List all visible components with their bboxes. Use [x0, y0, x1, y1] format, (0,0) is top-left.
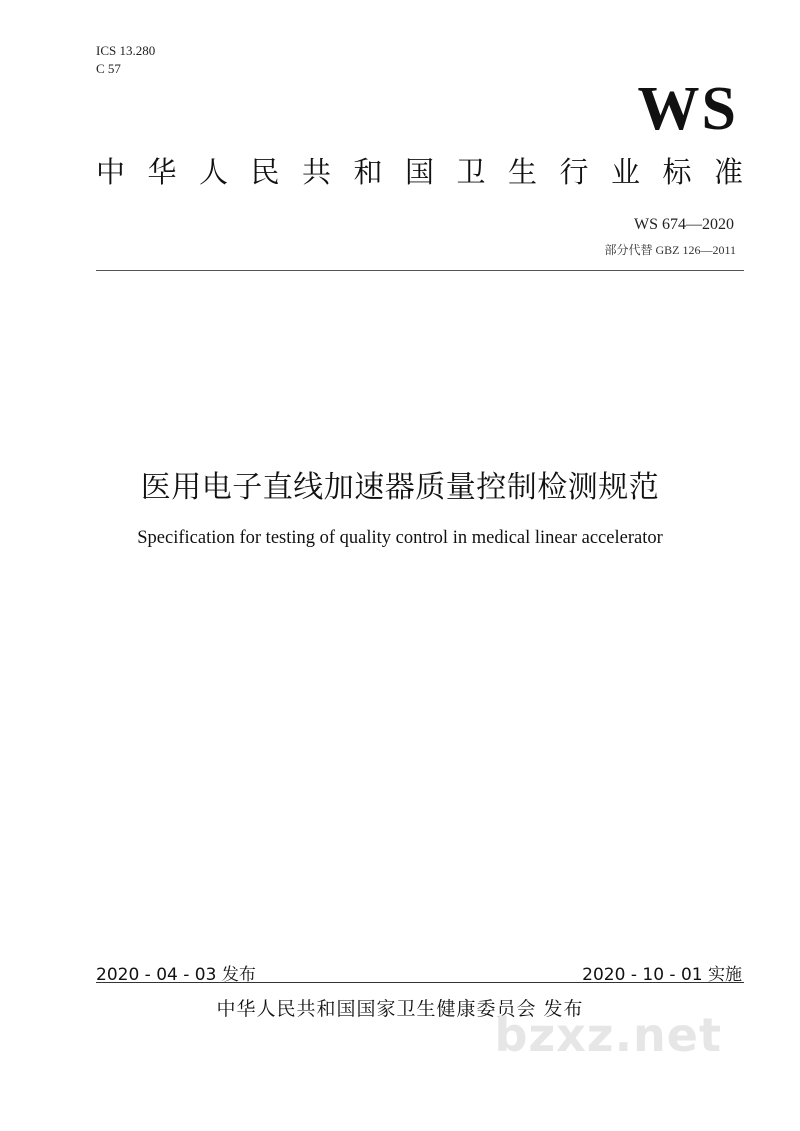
standard-type-heading: 中华人民共和国卫生行业标准 [96, 155, 766, 189]
top-divider [96, 270, 744, 271]
watermark: bzxz.net [494, 1008, 722, 1062]
document-title-cn: 医用电子直线加速器质量控制检测规范 [140, 470, 660, 505]
bottom-divider [96, 982, 744, 983]
replaces-note: 部分代替 GBZ 126—2011 [604, 243, 736, 257]
issue-date: 2020 - 04 - 03 发布 [96, 965, 256, 985]
implementation-date: 2020 - 10 - 01 实施 [582, 965, 742, 985]
classification-codes [96, 42, 155, 78]
standard-number: WS 674—2020 [634, 216, 734, 233]
document-title-en: Specification for testing of quality control in medical linear accelerator [137, 528, 663, 548]
ws-logo: WS [637, 75, 738, 143]
publisher: 中华人民共和国国家卫生健康委员会 发布 [216, 998, 584, 1020]
ics-code: ICS 13.280 [96, 43, 156, 58]
ccs-code: C 57 [96, 61, 121, 76]
